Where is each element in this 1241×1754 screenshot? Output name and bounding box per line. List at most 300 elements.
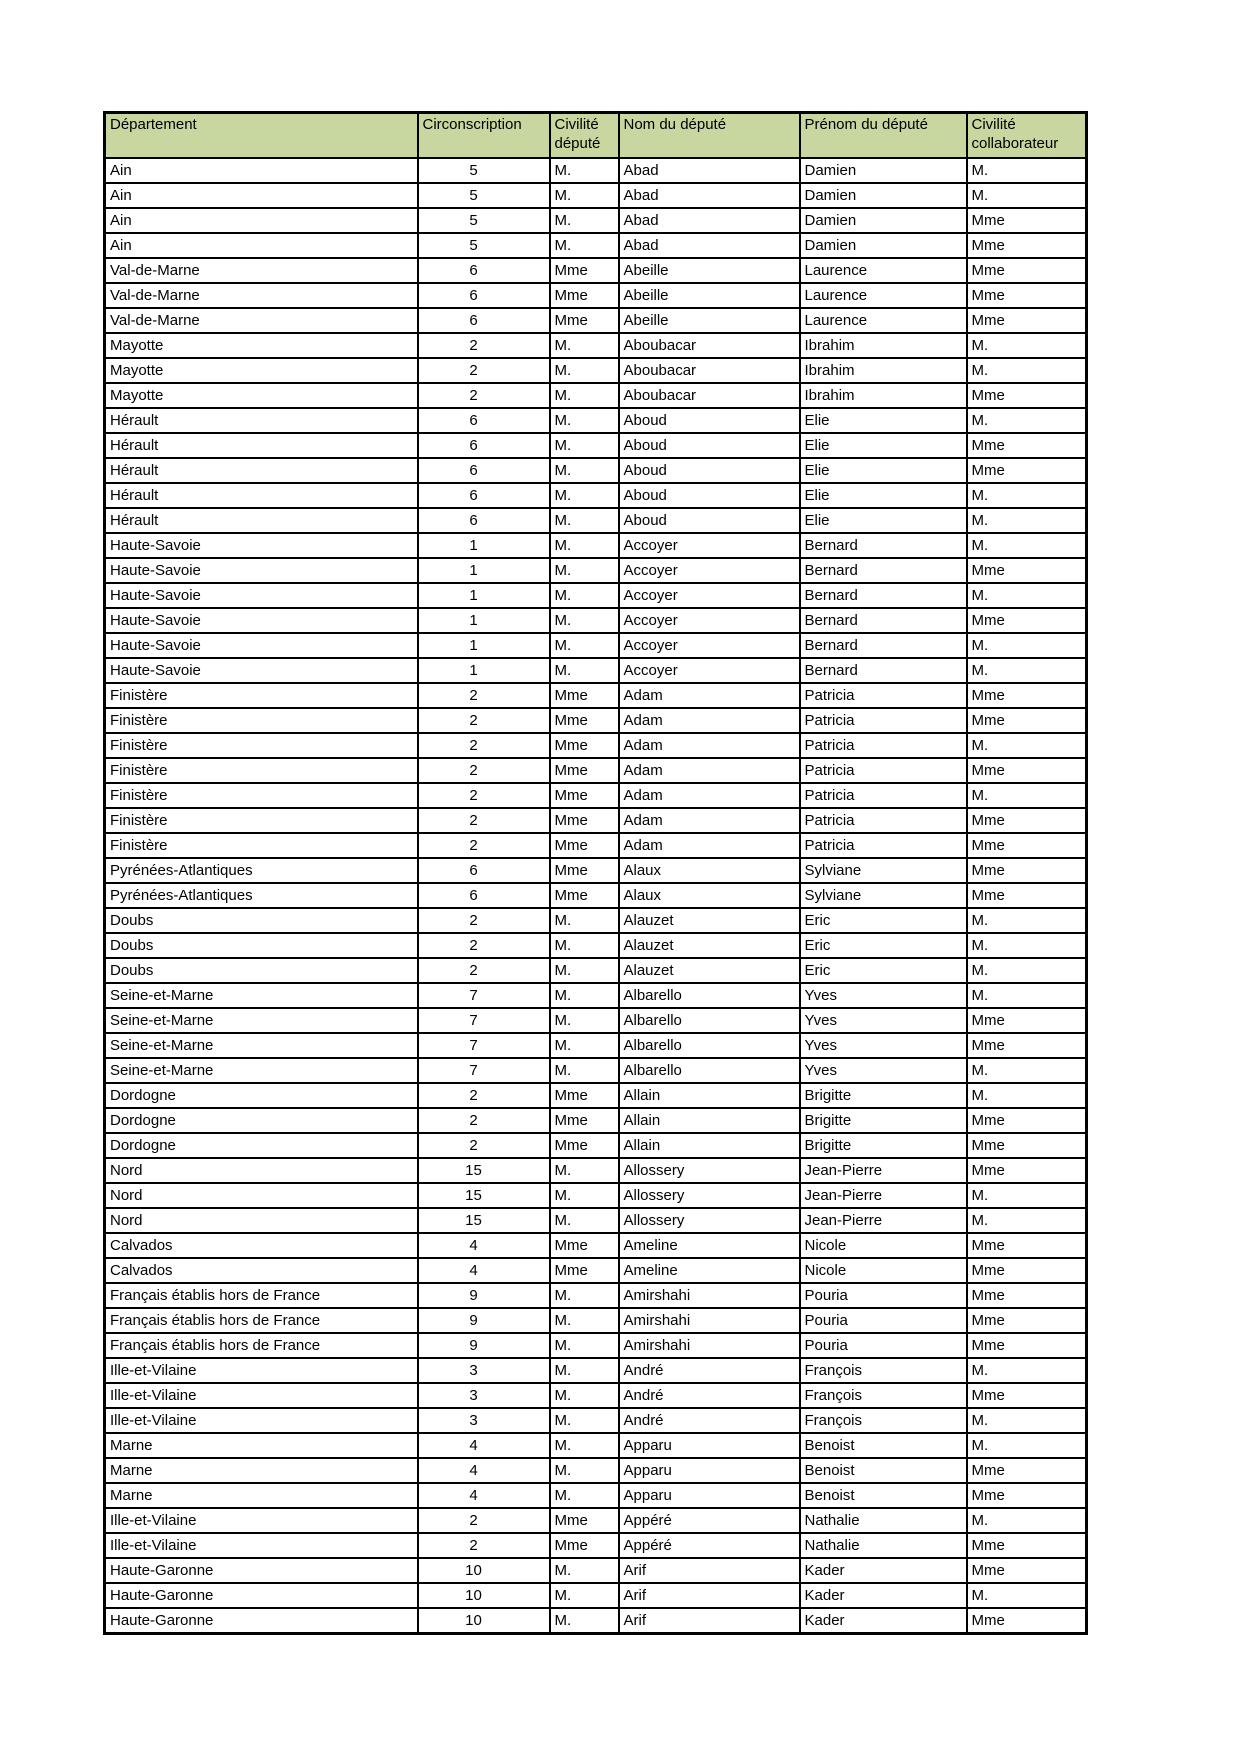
- table-row: [105, 1583, 1087, 1608]
- table-row: [105, 1058, 1087, 1083]
- cell: M.: [550, 1408, 619, 1433]
- cell: 2: [418, 758, 550, 783]
- table-row: [105, 833, 1087, 858]
- table-row: [105, 708, 1087, 733]
- cell: M.: [550, 1058, 619, 1083]
- table-row: [105, 1433, 1087, 1458]
- cell: Accoyer: [619, 633, 800, 658]
- cell: Pyrénées-Atlantiques: [105, 858, 418, 883]
- cell: Seine-et-Marne: [105, 983, 418, 1008]
- cell: Ain: [105, 158, 418, 183]
- cell: Bernard: [800, 608, 967, 633]
- cell: Brigitte: [800, 1083, 967, 1108]
- cell: Mme: [967, 808, 1087, 833]
- column-header-nom-depute: Nom du député: [619, 113, 800, 159]
- cell: Doubs: [105, 958, 418, 983]
- cell: Accoyer: [619, 533, 800, 558]
- cell: Jean-Pierre: [800, 1158, 967, 1183]
- cell: 4: [418, 1483, 550, 1508]
- cell: Nathalie: [800, 1508, 967, 1533]
- cell: Ille-et-Vilaine: [105, 1383, 418, 1408]
- cell: 5: [418, 233, 550, 258]
- cell: 1: [418, 608, 550, 633]
- cell: 6: [418, 258, 550, 283]
- table-row: [105, 783, 1087, 808]
- cell: Albarello: [619, 983, 800, 1008]
- cell: M.: [550, 1208, 619, 1233]
- cell: Dordogne: [105, 1133, 418, 1158]
- cell: Nord: [105, 1158, 418, 1183]
- cell: M.: [550, 183, 619, 208]
- table-header: [105, 113, 1087, 159]
- table-row: [105, 908, 1087, 933]
- cell: 10: [418, 1558, 550, 1583]
- column-header-departement: Département: [105, 113, 418, 159]
- cell: Adam: [619, 708, 800, 733]
- cell: Doubs: [105, 933, 418, 958]
- cell: Elie: [800, 433, 967, 458]
- cell: M.: [550, 558, 619, 583]
- table-row: [105, 1483, 1087, 1508]
- cell: Apparu: [619, 1458, 800, 1483]
- cell: Hérault: [105, 408, 418, 433]
- cell: M.: [550, 433, 619, 458]
- table-row: [105, 358, 1087, 383]
- cell: Nicole: [800, 1233, 967, 1258]
- cell: Mme: [550, 1083, 619, 1108]
- table-row: [105, 1108, 1087, 1133]
- table-row: [105, 633, 1087, 658]
- cell: M.: [550, 983, 619, 1008]
- cell: Accoyer: [619, 608, 800, 633]
- cell: M.: [967, 1183, 1087, 1208]
- cell: M.: [967, 1058, 1087, 1083]
- cell: Bernard: [800, 633, 967, 658]
- cell: M.: [967, 933, 1087, 958]
- cell: Arif: [619, 1583, 800, 1608]
- cell: Finistère: [105, 808, 418, 833]
- cell: Mme: [967, 258, 1087, 283]
- table-body: [105, 158, 1087, 1634]
- cell: André: [619, 1358, 800, 1383]
- cell: Mme: [550, 258, 619, 283]
- cell: Abeille: [619, 258, 800, 283]
- cell: Mme: [967, 283, 1087, 308]
- deputies-table: [103, 111, 1088, 1635]
- cell: Damien: [800, 183, 967, 208]
- table-row: [105, 583, 1087, 608]
- cell: 1: [418, 533, 550, 558]
- cell: Adam: [619, 758, 800, 783]
- cell: Hérault: [105, 433, 418, 458]
- cell: 2: [418, 783, 550, 808]
- cell: Ameline: [619, 1233, 800, 1258]
- cell: 1: [418, 658, 550, 683]
- cell: 6: [418, 433, 550, 458]
- cell: Mme: [967, 558, 1087, 583]
- column-header-prenom-depute: Prénom du député: [800, 113, 967, 159]
- cell: Mme: [550, 1258, 619, 1283]
- cell: Mme: [967, 1108, 1087, 1133]
- cell: Haute-Savoie: [105, 558, 418, 583]
- cell: Laurence: [800, 283, 967, 308]
- cell: 4: [418, 1258, 550, 1283]
- cell: Apparu: [619, 1483, 800, 1508]
- cell: M.: [967, 158, 1087, 183]
- cell: 2: [418, 808, 550, 833]
- cell: M.: [550, 933, 619, 958]
- cell: M.: [550, 1008, 619, 1033]
- table-row: [105, 983, 1087, 1008]
- cell: Yves: [800, 1008, 967, 1033]
- header-row: [105, 113, 1087, 159]
- cell: Mme: [967, 208, 1087, 233]
- cell: Seine-et-Marne: [105, 1058, 418, 1083]
- cell: Aboud: [619, 508, 800, 533]
- cell: M.: [967, 533, 1087, 558]
- table-row: [105, 1083, 1087, 1108]
- cell: Doubs: [105, 908, 418, 933]
- cell: Pouria: [800, 1308, 967, 1333]
- cell: 6: [418, 458, 550, 483]
- cell: Patricia: [800, 733, 967, 758]
- table-row: [105, 1133, 1087, 1158]
- cell: M.: [550, 158, 619, 183]
- cell: Mme: [967, 383, 1087, 408]
- table-row: [105, 883, 1087, 908]
- cell: M.: [967, 633, 1087, 658]
- cell: M.: [550, 1433, 619, 1458]
- cell: M.: [550, 1158, 619, 1183]
- table-row: [105, 808, 1087, 833]
- cell: Aboud: [619, 408, 800, 433]
- table-row: [105, 658, 1087, 683]
- cell: M.: [550, 908, 619, 933]
- cell: Mme: [550, 808, 619, 833]
- cell: Bernard: [800, 583, 967, 608]
- cell: Arif: [619, 1558, 800, 1583]
- cell: Allossery: [619, 1158, 800, 1183]
- cell: Haute-Savoie: [105, 583, 418, 608]
- cell: Mme: [967, 758, 1087, 783]
- cell: Nathalie: [800, 1533, 967, 1558]
- cell: Nord: [105, 1183, 418, 1208]
- cell: Allossery: [619, 1183, 800, 1208]
- table-row: [105, 1608, 1087, 1634]
- cell: Mme: [967, 1033, 1087, 1058]
- cell: Ille-et-Vilaine: [105, 1533, 418, 1558]
- cell: Adam: [619, 683, 800, 708]
- cell: M.: [967, 1358, 1087, 1383]
- cell: M.: [550, 1283, 619, 1308]
- cell: 2: [418, 1108, 550, 1133]
- cell: Yves: [800, 1058, 967, 1083]
- cell: Kader: [800, 1558, 967, 1583]
- cell: 7: [418, 1008, 550, 1033]
- cell: Alaux: [619, 883, 800, 908]
- cell: 4: [418, 1433, 550, 1458]
- cell: Mme: [967, 1283, 1087, 1308]
- cell: Mme: [967, 1133, 1087, 1158]
- cell: Mme: [550, 783, 619, 808]
- table-row: [105, 183, 1087, 208]
- cell: Haute-Savoie: [105, 533, 418, 558]
- cell: Ibrahim: [800, 333, 967, 358]
- table-row: [105, 483, 1087, 508]
- cell: Mme: [550, 708, 619, 733]
- cell: Finistère: [105, 758, 418, 783]
- cell: Aboud: [619, 433, 800, 458]
- cell: 2: [418, 958, 550, 983]
- cell: Seine-et-Marne: [105, 1008, 418, 1033]
- cell: M.: [550, 233, 619, 258]
- cell: Mme: [550, 283, 619, 308]
- cell: Amirshahi: [619, 1333, 800, 1358]
- cell: Mayotte: [105, 358, 418, 383]
- cell: Dordogne: [105, 1108, 418, 1133]
- cell: Mme: [967, 308, 1087, 333]
- cell: Patricia: [800, 833, 967, 858]
- cell: Aboud: [619, 458, 800, 483]
- cell: Adam: [619, 833, 800, 858]
- cell: M.: [967, 183, 1087, 208]
- cell: Calvados: [105, 1233, 418, 1258]
- cell: Ain: [105, 233, 418, 258]
- cell: M.: [550, 1308, 619, 1333]
- table-row: [105, 1033, 1087, 1058]
- cell: Bernard: [800, 558, 967, 583]
- cell: Hérault: [105, 508, 418, 533]
- cell: M.: [550, 1483, 619, 1508]
- cell: Patricia: [800, 683, 967, 708]
- cell: Haute-Garonne: [105, 1558, 418, 1583]
- cell: Haute-Savoie: [105, 658, 418, 683]
- cell: Val-de-Marne: [105, 258, 418, 283]
- cell: M.: [550, 1558, 619, 1583]
- cell: Mme: [550, 683, 619, 708]
- table-row: [105, 258, 1087, 283]
- cell: Pyrénées-Atlantiques: [105, 883, 418, 908]
- table-row: [105, 1508, 1087, 1533]
- cell: 7: [418, 1058, 550, 1083]
- cell: Mme: [967, 433, 1087, 458]
- table-row: [105, 1183, 1087, 1208]
- cell: Elie: [800, 483, 967, 508]
- table-row: [105, 758, 1087, 783]
- cell: 2: [418, 833, 550, 858]
- cell: 7: [418, 983, 550, 1008]
- cell: Eric: [800, 933, 967, 958]
- table-row: [105, 283, 1087, 308]
- cell: Patricia: [800, 808, 967, 833]
- cell: 4: [418, 1233, 550, 1258]
- cell: Elie: [800, 458, 967, 483]
- cell: M.: [967, 583, 1087, 608]
- table-row: [105, 858, 1087, 883]
- cell: Finistère: [105, 833, 418, 858]
- cell: Français établis hors de France: [105, 1283, 418, 1308]
- cell: Kader: [800, 1583, 967, 1608]
- cell: Ille-et-Vilaine: [105, 1408, 418, 1433]
- cell: 6: [418, 883, 550, 908]
- cell: Alaux: [619, 858, 800, 883]
- cell: Mme: [967, 233, 1087, 258]
- cell: 2: [418, 1533, 550, 1558]
- cell: Abad: [619, 183, 800, 208]
- cell: André: [619, 1383, 800, 1408]
- cell: Mme: [550, 1133, 619, 1158]
- cell: Yves: [800, 983, 967, 1008]
- cell: Mme: [967, 1558, 1087, 1583]
- cell: Alauzet: [619, 958, 800, 983]
- cell: M.: [550, 1458, 619, 1483]
- cell: Mme: [967, 1383, 1087, 1408]
- table-row: [105, 1158, 1087, 1183]
- cell: Patricia: [800, 758, 967, 783]
- table-row: [105, 1233, 1087, 1258]
- table-row: [105, 558, 1087, 583]
- cell: M.: [967, 1408, 1087, 1433]
- cell: Elie: [800, 408, 967, 433]
- cell: 10: [418, 1583, 550, 1608]
- cell: Allain: [619, 1133, 800, 1158]
- cell: Accoyer: [619, 583, 800, 608]
- table-row: [105, 1283, 1087, 1308]
- cell: Albarello: [619, 1033, 800, 1058]
- cell: Ibrahim: [800, 358, 967, 383]
- cell: Amirshahi: [619, 1308, 800, 1333]
- cell: Abad: [619, 233, 800, 258]
- cell: 6: [418, 308, 550, 333]
- cell: Mme: [550, 858, 619, 883]
- cell: Benoist: [800, 1458, 967, 1483]
- cell: Hérault: [105, 483, 418, 508]
- cell: Allain: [619, 1108, 800, 1133]
- cell: Mme: [967, 1258, 1087, 1283]
- cell: Mme: [967, 708, 1087, 733]
- cell: Bernard: [800, 533, 967, 558]
- cell: Accoyer: [619, 558, 800, 583]
- cell: Haute-Garonne: [105, 1583, 418, 1608]
- cell: Dordogne: [105, 1083, 418, 1108]
- table-row: [105, 233, 1087, 258]
- cell: Mme: [967, 458, 1087, 483]
- table-row: [105, 508, 1087, 533]
- cell: Ille-et-Vilaine: [105, 1358, 418, 1383]
- cell: Mme: [967, 1308, 1087, 1333]
- cell: Seine-et-Marne: [105, 1033, 418, 1058]
- cell: M.: [967, 1508, 1087, 1533]
- cell: Mme: [550, 1108, 619, 1133]
- cell: 2: [418, 708, 550, 733]
- cell: M.: [550, 458, 619, 483]
- table-row: [105, 433, 1087, 458]
- cell: Benoist: [800, 1433, 967, 1458]
- cell: Patricia: [800, 708, 967, 733]
- cell: Français établis hors de France: [105, 1308, 418, 1333]
- table-row: [105, 683, 1087, 708]
- cell: M.: [967, 908, 1087, 933]
- cell: M.: [550, 1333, 619, 1358]
- cell: 4: [418, 1458, 550, 1483]
- cell: 6: [418, 508, 550, 533]
- cell: 3: [418, 1408, 550, 1433]
- cell: Mme: [967, 858, 1087, 883]
- cell: Marne: [105, 1433, 418, 1458]
- cell: M.: [967, 358, 1087, 383]
- cell: Mme: [967, 608, 1087, 633]
- cell: 6: [418, 283, 550, 308]
- cell: 9: [418, 1308, 550, 1333]
- cell: Damien: [800, 208, 967, 233]
- cell: 15: [418, 1158, 550, 1183]
- table-row: [105, 333, 1087, 358]
- cell: Eric: [800, 958, 967, 983]
- cell: Français établis hors de France: [105, 1333, 418, 1358]
- cell: André: [619, 1408, 800, 1433]
- cell: 3: [418, 1358, 550, 1383]
- cell: 2: [418, 683, 550, 708]
- cell: M.: [967, 983, 1087, 1008]
- cell: 2: [418, 1508, 550, 1533]
- cell: Pouria: [800, 1283, 967, 1308]
- cell: 7: [418, 1033, 550, 1058]
- table-row: [105, 208, 1087, 233]
- cell: Accoyer: [619, 658, 800, 683]
- cell: Mme: [967, 683, 1087, 708]
- cell: M.: [967, 658, 1087, 683]
- cell: M.: [550, 958, 619, 983]
- cell: Mme: [967, 1533, 1087, 1558]
- cell: Aboubacar: [619, 383, 800, 408]
- cell: Finistère: [105, 683, 418, 708]
- cell: Jean-Pierre: [800, 1208, 967, 1233]
- cell: Jean-Pierre: [800, 1183, 967, 1208]
- cell: Aboubacar: [619, 333, 800, 358]
- cell: Aboubacar: [619, 358, 800, 383]
- cell: Mme: [550, 833, 619, 858]
- cell: M.: [550, 1608, 619, 1634]
- cell: 15: [418, 1208, 550, 1233]
- cell: M.: [967, 733, 1087, 758]
- cell: Mayotte: [105, 383, 418, 408]
- table-row: [105, 1208, 1087, 1233]
- cell: M.: [550, 1383, 619, 1408]
- cell: M.: [967, 1208, 1087, 1233]
- cell: M.: [550, 608, 619, 633]
- cell: M.: [550, 658, 619, 683]
- cell: Eric: [800, 908, 967, 933]
- cell: Calvados: [105, 1258, 418, 1283]
- cell: Finistère: [105, 708, 418, 733]
- cell: Appéré: [619, 1508, 800, 1533]
- cell: Marne: [105, 1458, 418, 1483]
- table-row: [105, 1383, 1087, 1408]
- cell: Mme: [967, 1483, 1087, 1508]
- cell: M.: [967, 783, 1087, 808]
- cell: François: [800, 1383, 967, 1408]
- cell: Mme: [550, 1533, 619, 1558]
- cell: 2: [418, 908, 550, 933]
- cell: Haute-Savoie: [105, 633, 418, 658]
- cell: Ille-et-Vilaine: [105, 1508, 418, 1533]
- cell: Mme: [550, 733, 619, 758]
- cell: Mme: [967, 883, 1087, 908]
- cell: Brigitte: [800, 1133, 967, 1158]
- cell: Haute-Savoie: [105, 608, 418, 633]
- cell: M.: [550, 1583, 619, 1608]
- cell: Apparu: [619, 1433, 800, 1458]
